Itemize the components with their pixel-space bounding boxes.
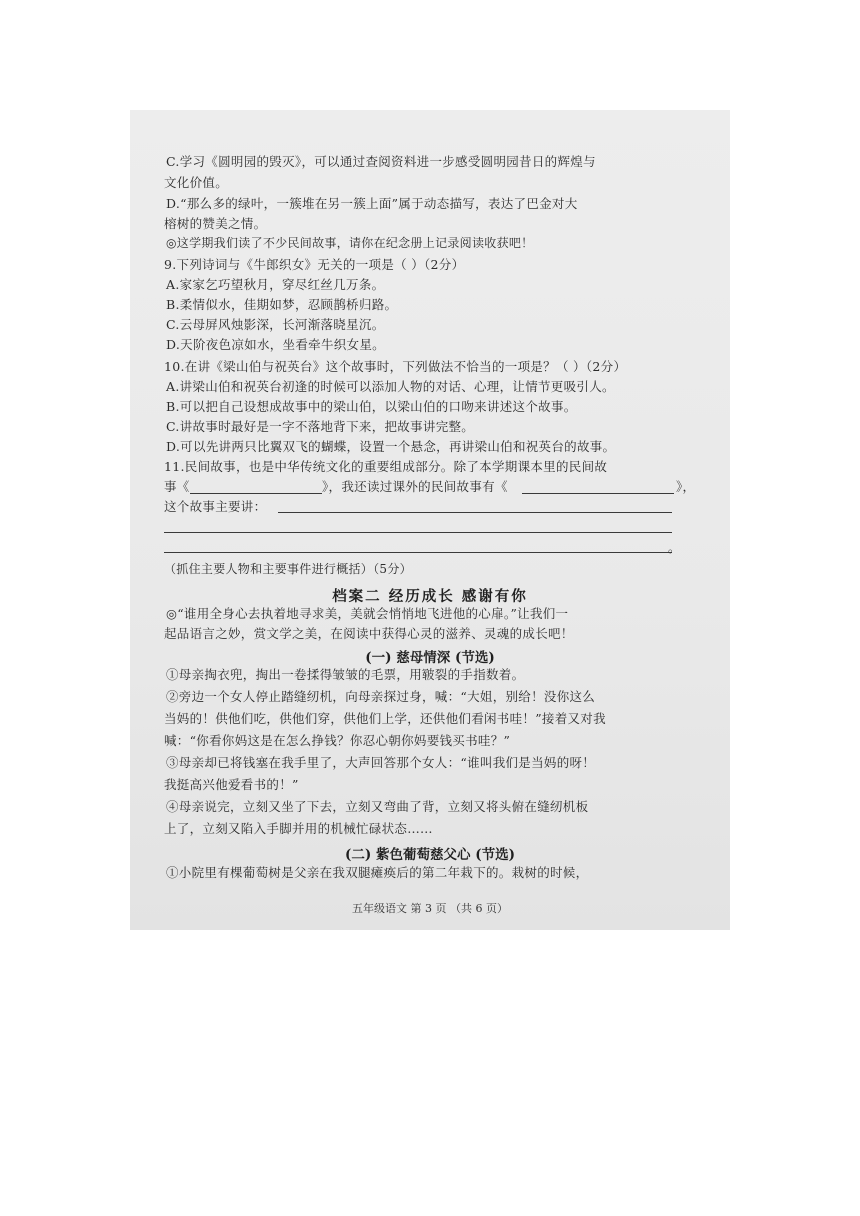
- answer-end-period: 。: [668, 540, 681, 555]
- option-d-line-2: 榕树的赞美之情。: [164, 216, 267, 231]
- section-2-intro-line-2: 起品语言之妙，赏文学之美，在阅读中获得心灵的滋养、灵魂的成长吧！: [164, 626, 574, 641]
- passage-1-para-4-line-1: ④母亲说完，立刻又坐了下去，立刻又弯曲了背，立刻又将头俯在缝纫机板: [166, 799, 589, 814]
- question-11-middle: 》，我还读过课外的民间故事有《: [322, 479, 508, 494]
- question-11-hint: （抓住主要人物和主要事件进行概括）（5分）: [164, 562, 412, 576]
- passage-1-para-3-line-2: 我挺高兴他爱看书的！”: [164, 777, 299, 792]
- question-9-option-d: D.天阶夜色凉如水，坐看牵牛织女星。: [166, 337, 385, 352]
- passage-1-para-2-line-1: ②旁边一个女人停止踏缝纫机，向母亲探过身，喊：“大姐，别给！没你这么: [166, 689, 596, 704]
- passage-1-para-2-line-3: 喊：“你看你妈这是在怎么挣钱？你忍心朝你妈要钱买书哇？”: [164, 733, 511, 748]
- question-11-prefix: 事《: [164, 479, 190, 494]
- passage-2-title: (二) 紫色葡萄慈父心 (节选): [345, 847, 515, 863]
- scanned-exam-page: [130, 110, 730, 930]
- passage-2-para-1: ①小院里有棵葡萄树是父亲在我双腿瘫痪后的第二年栽下的。栽树的时候，: [166, 865, 589, 880]
- option-c-line-1: C.学习《圆明园的毁灭》，可以通过查阅资料进一步感受圆明园昔日的辉煌与: [166, 154, 596, 169]
- answer-blank-textbook-story[interactable]: [190, 493, 322, 494]
- passage-1-para-1: ①母亲掏衣兜，掏出一卷揉得皱皱的毛票，用皲裂的手指数着。: [166, 667, 525, 682]
- option-d-line-1: D.“那么多的绿叶，一簇堆在另一簇上面”属于动态描写，表达了巴金对大: [166, 196, 578, 211]
- option-c-line-2: 文化价值。: [164, 175, 229, 190]
- question-10-option-b: B.可以把自己设想成故事中的梁山伯，以梁山伯的口吻来讲述这个故事。: [166, 399, 577, 414]
- folk-story-intro: ◎这学期我们读了不少民间故事，请你在纪念册上记录阅读收获吧！: [166, 236, 534, 250]
- answer-line-1[interactable]: [278, 512, 672, 513]
- question-9-option-c: C.云母屏风烛影深，长河渐落晓星沉。: [166, 317, 385, 332]
- question-11-summary-label: 这个故事主要讲：: [164, 499, 267, 514]
- passage-1-para-3-line-1: ③母亲却已将钱塞在我手里了，大声回答那个女人：“谁叫我们是当妈的呀！: [166, 755, 596, 770]
- section-2-title: 档案二 经历成长 感谢有你: [332, 588, 528, 605]
- answer-line-3[interactable]: [164, 552, 672, 553]
- question-9: 9.下列诗词与《牛郎织女》无关的一项是（ ）（2分）: [164, 257, 465, 272]
- question-9-option-b: B.柔情似水，佳期如梦，忍顾鹊桥归路。: [166, 297, 398, 312]
- question-10-option-a: A.讲梁山伯和祝英台初逢的时候可以添加人物的对话、心理，让情节更吸引人。: [166, 379, 615, 394]
- answer-blank-extra-story[interactable]: [522, 493, 674, 494]
- question-11-suffix: 》，: [676, 479, 696, 494]
- page-footer: 五年级语文 第 3 页 （共 6 页）: [352, 902, 508, 915]
- passage-1-para-4-line-2: 上了，立刻又陷入手脚并用的机械忙碌状态……: [164, 821, 433, 836]
- question-11-line-1: 11.民间故事，也是中华传统文化的重要组成部分。除了本学期课本里的民间故: [164, 459, 608, 474]
- question-10-option-d: D.可以先讲两只比翼双飞的蝴蝶，设置一个悬念，再讲梁山伯和祝英台的故事。: [166, 439, 616, 454]
- answer-line-2[interactable]: [164, 532, 672, 533]
- section-2-intro-line-1: ◎“谁用全身心去执着地寻求美，美就会悄悄地飞进他的心扉。”让我们一: [166, 606, 569, 621]
- question-10-option-c: C.讲故事时最好是一字不落地背下来，把故事讲完整。: [166, 419, 475, 434]
- question-10: 10.在讲《梁山伯与祝英台》这个故事时，下列做法不恰当的一项是？（ ）（2分）: [164, 359, 627, 374]
- question-9-option-a: A.家家乞巧望秋月，穿尽红丝几万条。: [166, 277, 385, 292]
- passage-1-title: (一) 慈母情深 (节选): [365, 650, 495, 666]
- passage-1-para-2-line-2: 当妈的！供他们吃，供他们穿，供他们上学，还供他们看闲书哇！”接着又对我: [164, 711, 606, 726]
